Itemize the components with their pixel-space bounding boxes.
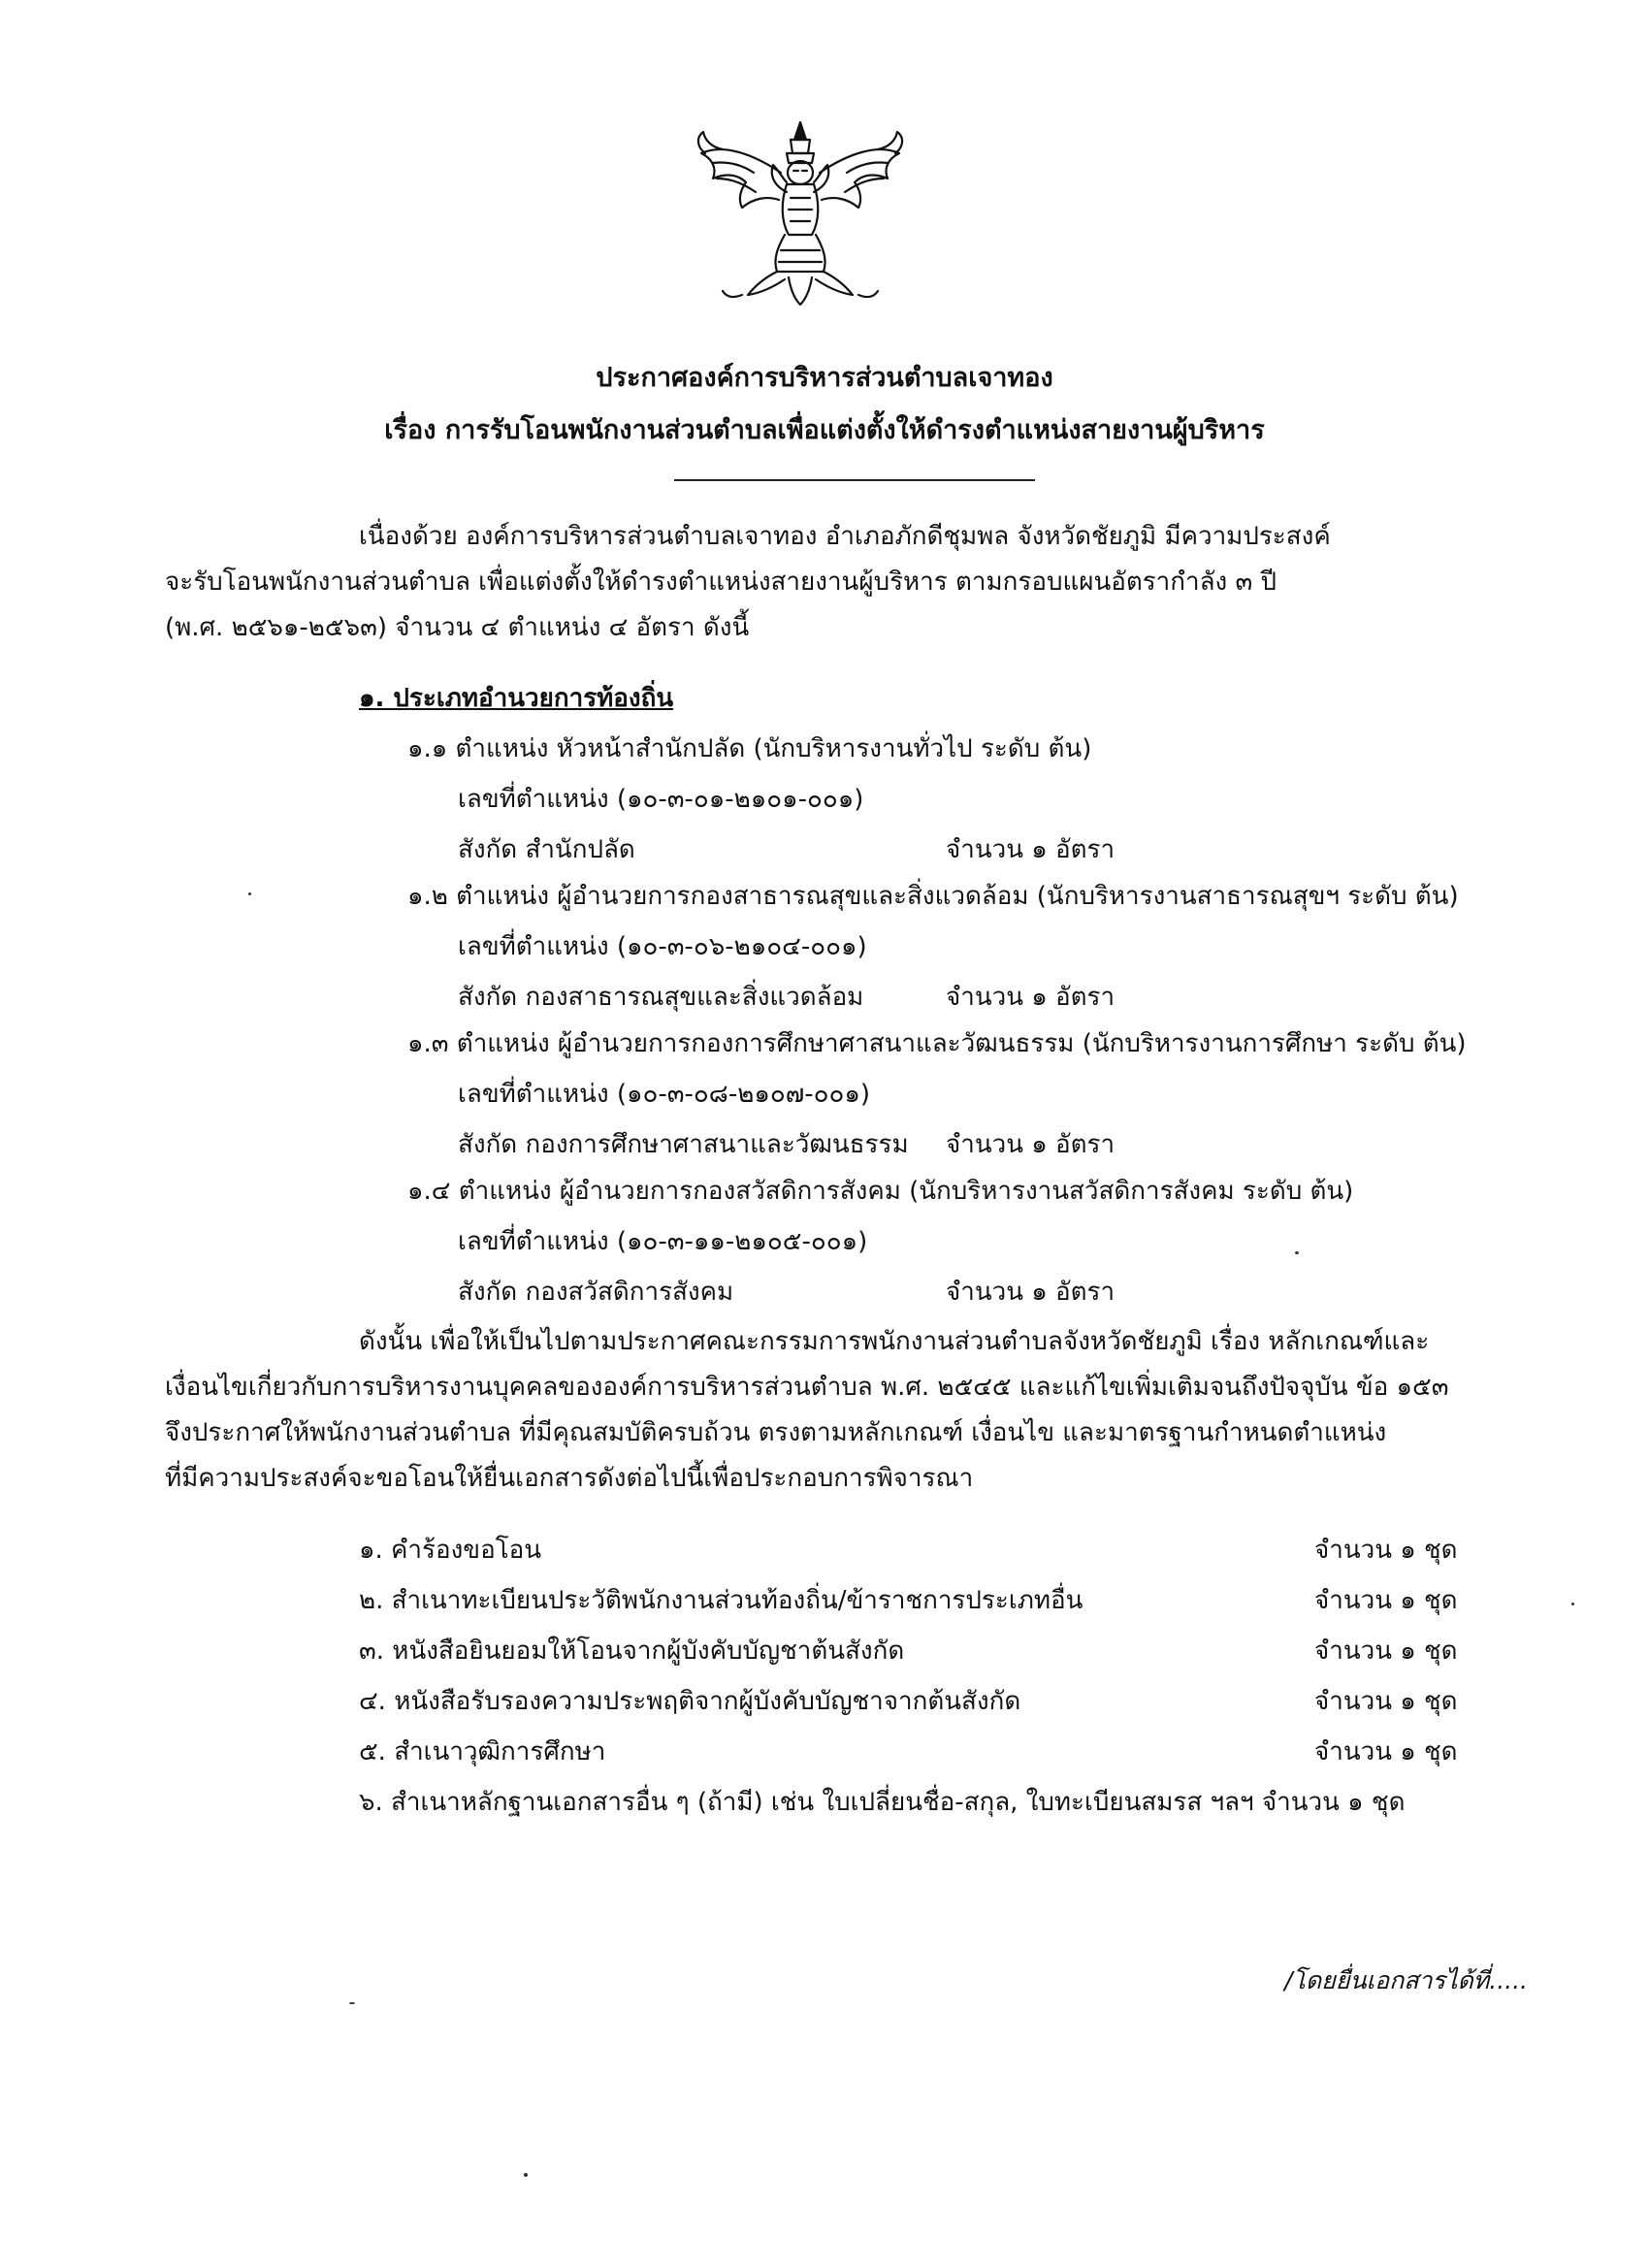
document-count: จำนวน ๑ ชุด bbox=[1314, 1586, 1458, 1615]
document-count: จำนวน ๑ ชุด bbox=[1314, 1737, 1458, 1766]
position-title: ๑.๑ ตำแหน่ง หัวหน้าสำนักปลัด (นักบริหารงานทั่วไป ระดับ ต้น) bbox=[407, 734, 1092, 763]
intro-line: จะรับโอนพนักงานส่วนตำบล เพื่อแต่งตั้งให้ดำรงตำแหน่งสายงานผู้บริหาร ตามกรอบแผนอัตรากำลัง ๓ ปี bbox=[165, 567, 1277, 597]
position-count: จำนวน ๑ อัตรา bbox=[946, 1278, 1116, 1307]
document-item: ๔. หนังสือรับรองความประพฤติจากผู้บังคับบัญชาจากต้นสังกัด bbox=[359, 1687, 1021, 1716]
position-unit: สังกัด กองสวัสดิการสังคม bbox=[458, 1278, 734, 1307]
section-heading: ๑. ประเภทอำนวยการท้องถิ่น bbox=[359, 684, 674, 713]
garuda-emblem-icon bbox=[684, 114, 917, 308]
position-title: ๑.๒ ตำแหน่ง ผู้อำนวยการกองสาธารณสุขและสิ่งแวดล้อม (นักบริหารงานสาธารณสุขฯ ระดับ ต้น) bbox=[407, 882, 1459, 911]
announcement-subject: เรื่อง การรับโอนพนักงานส่วนตำบลเพื่อแต่งตั้งให้ดำรงตำแหน่งสายงานผู้บริหาร bbox=[384, 415, 1265, 445]
document-item: ๑. คำร้องขอโอน bbox=[359, 1536, 542, 1565]
position-unit: สังกัด กองการศึกษาศาสนาและวัฒนธรรม bbox=[458, 1130, 909, 1159]
document-count: จำนวน ๑ ชุด bbox=[1314, 1536, 1458, 1565]
conclusion-line: เงื่อนไขเกี่ยวกับการบริหารงานบุคคลขององค์การบริหารส่วนตำบล พ.ศ. ๒๕๔๕ และแก้ไขเพิ่มเติมจนถึงปัจจุบัน ข้อ ๑๕๓ bbox=[165, 1373, 1449, 1402]
intro-paragraph bbox=[165, 514, 1523, 651]
scan-speck bbox=[524, 2173, 528, 2177]
document-count: จำนวน ๑ ชุด bbox=[1314, 1636, 1458, 1666]
title-divider bbox=[674, 479, 1035, 481]
document-count: จำนวน ๑ ชุด bbox=[1314, 1687, 1458, 1716]
scan-speck bbox=[248, 892, 251, 895]
position-number: เลขที่ตำแหน่ง (๑๐-๓-๐๖-๒๑๐๔-๐๐๑) bbox=[458, 932, 867, 961]
position-number: เลขที่ตำแหน่ง (๑๐-๓-๑๑-๒๑๐๕-๐๐๑) bbox=[458, 1227, 868, 1256]
announcement-title: ประกาศองค์การบริหารส่วนตำบลเจาทอง bbox=[596, 363, 1053, 393]
document-item: ๒. สำเนาทะเบียนประวัติพนักงานส่วนท้องถิ่น/ข้าราชการประเภทอื่น bbox=[359, 1586, 1083, 1615]
scan-speck bbox=[1571, 1603, 1574, 1605]
position-number: เลขที่ตำแหน่ง (๑๐-๓-๐๑-๒๑๐๑-๐๐๑) bbox=[458, 785, 864, 814]
conclusion-line: ดังนั้น เพื่อให้เป็นไปตามประกาศคณะกรรมการพนักงานส่วนตำบลจังหวัดชัยภูมิ เรื่อง หลักเกณฑ์และ bbox=[359, 1327, 1430, 1356]
scan-speck bbox=[1295, 1251, 1299, 1254]
conclusion-line: จึงประกาศให้พนักงานส่วนตำบล ที่มีคุณสมบัติครบถ้วน ตรงตามหลักเกณฑ์ เงื่อนไข และมาตรฐานกำหนดตำแหน่ง bbox=[165, 1418, 1387, 1447]
position-unit: สังกัด สำนักปลัด bbox=[458, 835, 635, 864]
position-count: จำนวน ๑ อัตรา bbox=[946, 983, 1116, 1012]
intro-line: เนื่องด้วย องค์การบริหารส่วนตำบลเจาทอง อำเภอภักดีชุมพล จังหวัดชัยภูมิ มีความประสงค์ bbox=[359, 522, 1331, 551]
intro-line: (พ.ศ. ๒๕๖๑-๒๕๖๓) จำนวน ๔ ตำแหน่ง ๔ อัตรา ดังนี้ bbox=[165, 613, 750, 642]
position-count: จำนวน ๑ อัตรา bbox=[946, 1130, 1116, 1159]
position-unit: สังกัด กองสาธารณสุขและสิ่งแวดล้อม bbox=[458, 983, 864, 1012]
position-title: ๑.๔ ตำแหน่ง ผู้อำนวยการกองสวัสดิการสังคม (นักบริหารงานสวัสดิการสังคม ระดับ ต้น) bbox=[407, 1177, 1354, 1206]
position-count: จำนวน ๑ อัตรา bbox=[946, 835, 1116, 864]
conclusion-paragraph bbox=[165, 1319, 1523, 1502]
scan-speck bbox=[349, 2002, 355, 2004]
document-item: ๓. หนังสือยินยอมให้โอนจากผู้บังคับบัญชาต้นสังกัด bbox=[359, 1636, 905, 1666]
position-number: เลขที่ตำแหน่ง (๑๐-๓-๐๘-๒๑๐๗-๐๐๑) bbox=[458, 1080, 871, 1109]
document-item: ๕. สำเนาวุฒิการศึกษา bbox=[359, 1737, 606, 1766]
position-title: ๑.๓ ตำแหน่ง ผู้อำนวยการกองการศึกษาศาสนาและวัฒนธรรม (นักบริหารงานการศึกษา ระดับ ต้น) bbox=[407, 1029, 1467, 1058]
continuation-note: /โดยยื่นเอกสารได้ที่..... bbox=[1284, 1966, 1528, 1994]
conclusion-line: ที่มีความประสงค์จะขอโอนให้ยื่นเอกสารดังต่อไปนี้เพื่อประกอบการพิจารณา bbox=[165, 1464, 974, 1493]
document-item: ๖. สำเนาหลักฐานเอกสารอื่น ๆ (ถ้ามี) เช่น ใบเปลี่ยนชื่อ-สกุล, ใบทะเบียนสมรส ฯลฯ จำนวน ๑ ชุด bbox=[359, 1788, 1406, 1817]
